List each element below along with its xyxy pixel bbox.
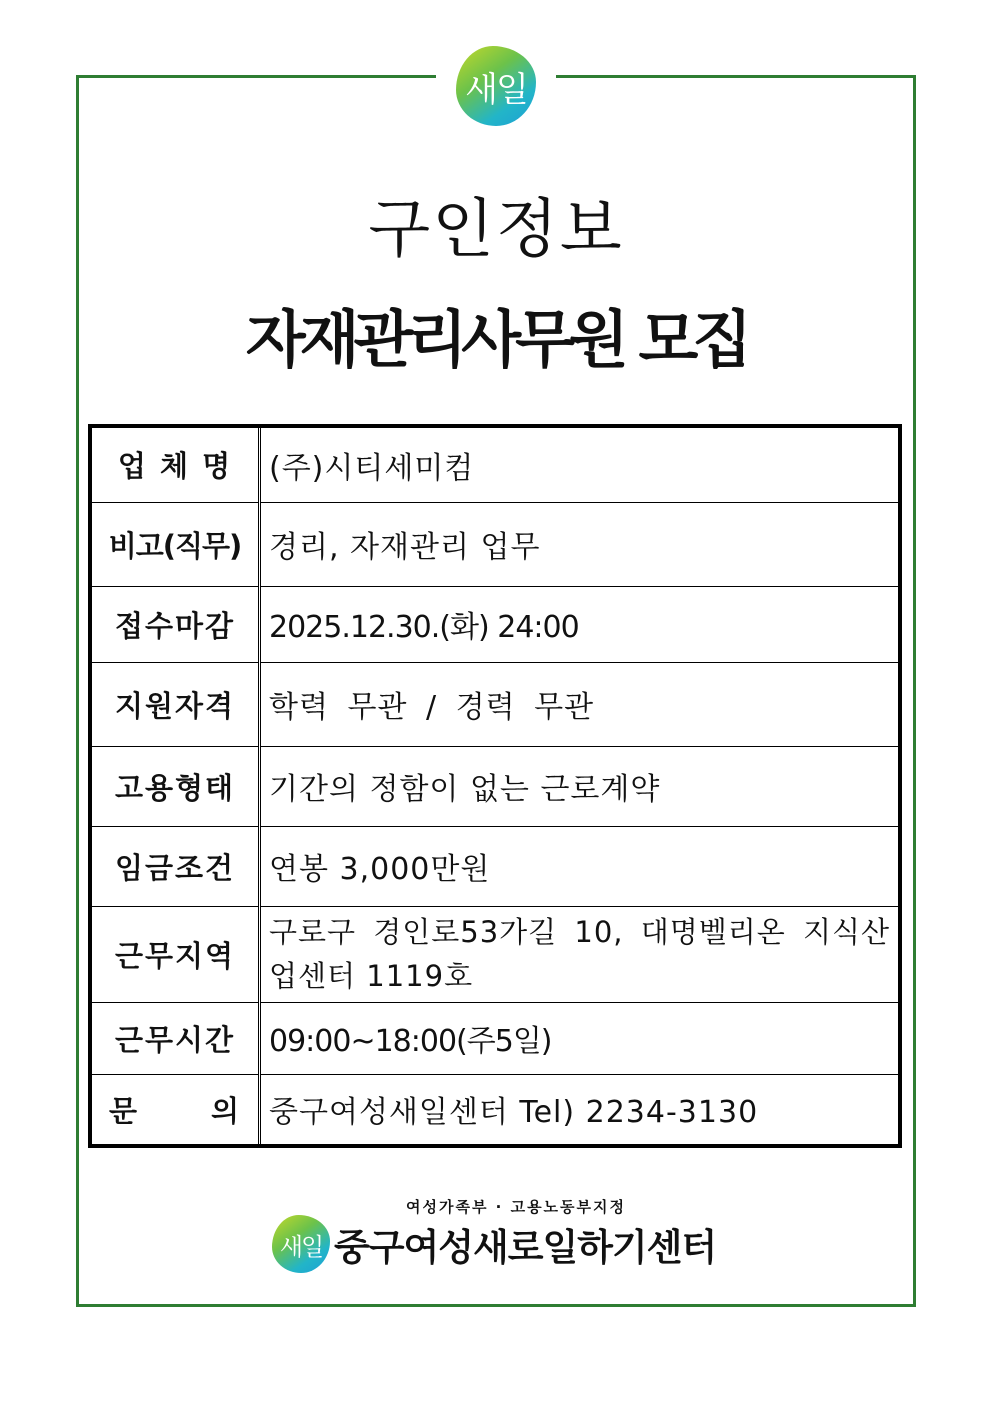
row-label-company: 업 체 명: [90, 426, 260, 502]
row-value-salary: 연봉 3,000만원: [260, 826, 901, 906]
saeil-logo-icon: [456, 46, 536, 126]
row-label-employment-type: 고용형태: [90, 746, 260, 826]
row-label-hours: 근무시간: [90, 1002, 260, 1074]
table-row: [90, 586, 900, 662]
table-row: [90, 1002, 900, 1074]
table-row: [90, 502, 900, 586]
row-value-location: 구로구 경인로53가길 10, 대명벨리온 지식산업센터 1119호: [260, 906, 901, 1002]
row-label-deadline: 접수마감: [90, 586, 260, 662]
table-row: [90, 906, 900, 1002]
table-row: [90, 826, 900, 906]
job-title: 자재관리사무원 모집: [245, 303, 747, 376]
page-title: 구인정보: [368, 193, 624, 267]
row-value-hours: 09:00~18:00(주5일): [260, 1002, 901, 1074]
row-value-duty: 경리, 자재관리 업무: [260, 502, 901, 586]
ministry-designation: 여성가족부 · 고용노동부지정: [405, 1198, 627, 1216]
row-label-salary: 임금조건: [90, 826, 260, 906]
table-row: [90, 1074, 900, 1146]
center-logo: [272, 1214, 716, 1274]
row-value-company: (주)시티세미컴: [260, 426, 901, 502]
table-row: [90, 662, 900, 746]
row-value-deadline: 2025.12.30.(화) 24:00: [260, 586, 901, 662]
row-label-qualification: 지원자격: [90, 662, 260, 746]
row-value-qualification: 학력 무관 / 경력 무관: [260, 662, 901, 746]
saeil-logo-text: 새일: [465, 69, 527, 110]
saeil-logo-text: 새일: [279, 1232, 323, 1261]
row-value-contact: 중구여성새일센터 Tel) 2234-3130: [260, 1074, 901, 1146]
center-name: 중구여성새로일하기센터: [334, 1226, 717, 1269]
row-label-duty: 비고(직무): [90, 502, 260, 586]
row-label-contact: 문 의: [90, 1074, 260, 1146]
saeil-logo-top: [436, 40, 556, 132]
table-row: [90, 426, 900, 502]
table-row: [90, 746, 900, 826]
saeil-logo-icon: [272, 1215, 330, 1273]
row-value-employment-type: 기간의 정함이 없는 근로계약: [260, 746, 901, 826]
row-label-location: 근무지역: [90, 906, 260, 1002]
job-info-table: [88, 424, 902, 1148]
